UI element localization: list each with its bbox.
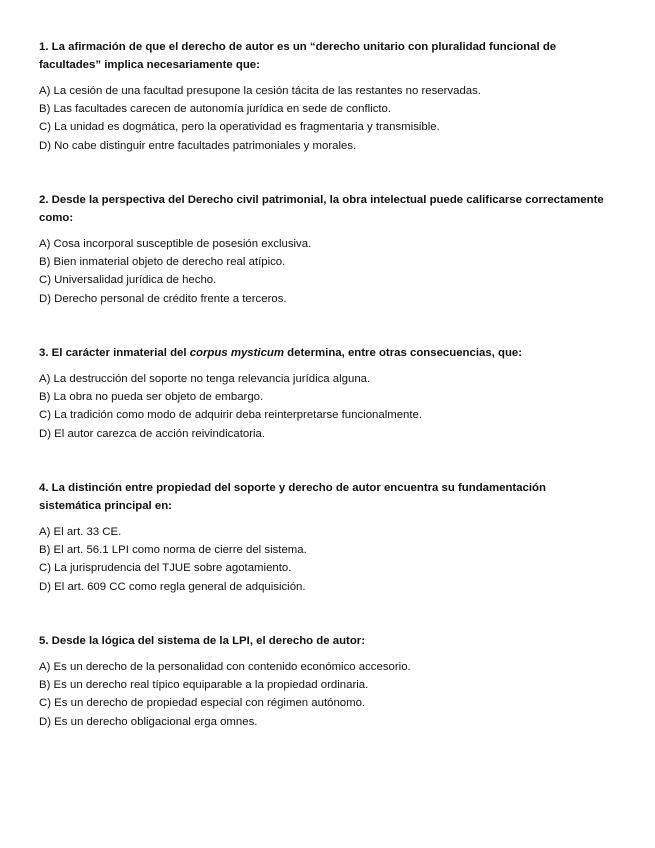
question-title-emphasis: corpus mysticum [189, 347, 285, 359]
question-title: 5. Desde la lógica del sistema de la LPI, el derecho de autor: [39, 635, 366, 647]
question-title-pre: 3. El carácter inmaterial del [39, 347, 190, 359]
option-d: D) El art. 609 CC como regla general de adquisición. [39, 580, 306, 593]
option-d: D) Derecho personal de crédito frente a terceros. [39, 292, 287, 305]
option-c: C) Es un derecho de propiedad especial con régimen autónomo. [39, 697, 366, 710]
option-b: B) Es un derecho real típico equiparable a la propiedad ordinaria. [39, 679, 369, 692]
option-c: C) Universalidad jurídica de hecho. [39, 274, 217, 287]
question-title [39, 344, 609, 362]
question-1 [39, 38, 609, 155]
option-b: B) Bien inmaterial objeto de derecho real atípico. [39, 256, 286, 269]
option-a: A) La cesión de una facultad presupone la cesión tácita de las restantes no reservadas. [39, 85, 481, 97]
option-b: B) La obra no pueda ser objeto de embargo. [39, 391, 264, 404]
option-d: D) No cabe distinguir entre facultades patrimoniales y morales. [39, 139, 357, 152]
option-b: B) Las facultades carecen de autonomía jurídica en sede de conflicto. [39, 103, 392, 116]
question-title-post: determina, entre otras consecuencias, que: [284, 347, 523, 359]
option-c: C) La unidad es dogmática, pero la operatividad es fragmentaria y transmisible. [39, 121, 440, 134]
option-d: D) Es un derecho obligacional erga omnes. [39, 715, 258, 728]
question-2 [39, 191, 609, 308]
option-c: C) La jurisprudencia del TJUE sobre agotamiento. [39, 562, 292, 575]
option-c: C) La tradición como modo de adquirir deba reinterpretarse funcionalmente. [39, 409, 423, 422]
option-a: A) La destrucción del soporte no tenga relevancia jurídica alguna. [39, 373, 371, 385]
question-title: 1. La afirmación de que el derecho de autor es un “derecho unitario con pluralidad funcional de facultades” implica necesariamente que: [39, 41, 557, 71]
option-a: A) Es un derecho de la personalidad con contenido económico accesorio. [39, 661, 411, 673]
question-title: 2. Desde la perspectiva del Derecho civil patrimonial, la obra intelectual puede calificarse correctamente como: [39, 194, 604, 224]
option-d: D) El autor carezca de acción reivindicatoria. [39, 427, 266, 440]
question-5 [39, 632, 609, 731]
option-b: B) El art. 56.1 LPI como norma de cierre del sistema. [39, 544, 307, 557]
question-4 [39, 479, 609, 596]
option-a: A) El art. 33 CE. [39, 526, 122, 538]
question-3 [39, 344, 609, 443]
option-a: A) Cosa incorporal susceptible de posesión exclusiva. [39, 238, 312, 250]
question-title: 4. La distinción entre propiedad del soporte y derecho de autor encuentra su fundamentación sistemática principal en: [39, 482, 546, 512]
